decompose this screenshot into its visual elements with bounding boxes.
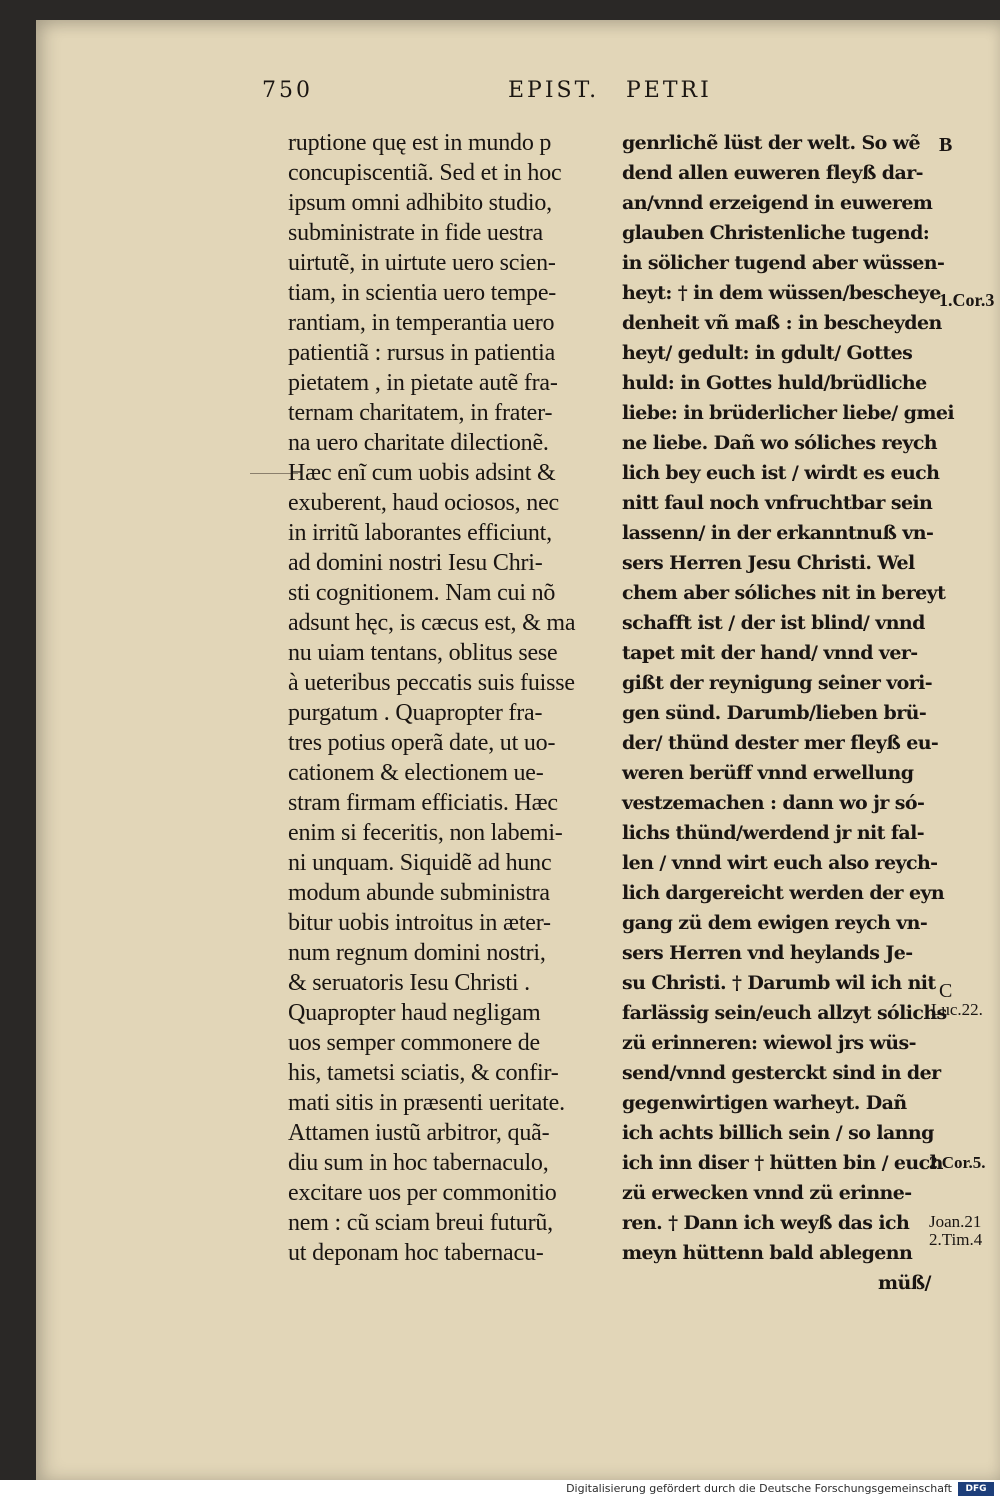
german-text-line: lassenn/ in der erkanntnuß vn-	[622, 522, 934, 544]
latin-text-line: patientiã : rursus in patientia	[288, 340, 556, 366]
running-title-right: PETRI	[626, 78, 712, 103]
running-title-left: EPIST.	[508, 78, 600, 103]
german-text-line: denheit vñ maß : in bescheyden	[622, 312, 942, 334]
latin-text-line: rantiam, in temperantia uero	[288, 310, 555, 336]
latin-text-line: ipsum omni adhibito studio,	[288, 190, 552, 216]
latin-text-line: Attamen iustũ arbitror, quã-	[288, 1120, 550, 1146]
german-text-line: ren. † Dann ich weyß das ich	[622, 1212, 910, 1234]
latin-text-line: uirtutẽ, in uirtute uero scien-	[288, 250, 556, 276]
latin-text-line: in irritũ laborantes efficiunt,	[288, 520, 552, 546]
latin-text-line: & seruatoris Iesu Christi .	[288, 970, 530, 996]
latin-text-line: ut deponam hoc tabernacu-	[288, 1240, 544, 1266]
german-text-line: liebe: in brüderlicher liebe/ gmei	[622, 402, 954, 424]
german-text-column	[622, 128, 962, 1298]
german-text-line: su Christi. † Darumb wil ich nit	[622, 972, 936, 994]
latin-text-line: tiam, in scientia uero tempe-	[288, 280, 557, 306]
german-text-line: gang zü dem ewigen reych vn-	[622, 912, 928, 934]
margin-ref-cor1: 1.Cor.3	[939, 290, 995, 310]
latin-text-line: sti cognitionem. Nam cui nõ	[288, 580, 556, 606]
latin-text-line: ternam charitatem, in frater-	[288, 400, 553, 426]
german-text-line: heyt/ gedult: in gdult/ Gottes	[622, 342, 913, 364]
latin-text-line: cationem & electionem ue-	[288, 760, 544, 786]
german-text-line: gegenwirtigen warheyt. Dañ	[622, 1092, 907, 1114]
latin-text-line: na uero charitate dilectionẽ.	[288, 430, 549, 456]
latin-text-line: purgatum . Quapropter fra-	[288, 700, 543, 726]
german-text-line: farlässig sein/euch allzyt sólichs	[622, 1002, 947, 1024]
dfg-logo: DFG	[958, 1482, 994, 1496]
german-text-line: len / vnnd wirt euch also reych-	[622, 852, 938, 874]
latin-text-line: uos semper commonere de	[288, 1030, 540, 1056]
page-number: 750	[262, 78, 313, 103]
german-text-line: sers Herren vnd heylands Je-	[622, 942, 913, 964]
german-text-line: ich inn diser † hütten bin / euch	[622, 1152, 943, 1174]
latin-text-line: à ueteribus peccatis suis fuisse	[288, 670, 575, 696]
german-text-line: heyt: † in dem wüssen/bescheye	[622, 282, 941, 304]
latin-text-line: ruptione quę est in mundo p	[288, 130, 552, 156]
german-text-line: gißt der reynigung seiner vori-	[622, 672, 933, 694]
latin-text-line: enim si feceritis, non labemi-	[288, 820, 563, 846]
margin-ref-cor2: 2.Cor.5.	[929, 1153, 986, 1172]
german-text-line: lich bey euch ist / wirdt es euch	[622, 462, 940, 484]
page-header	[36, 74, 1000, 114]
german-text-line: ne liebe. Dañ wo sóliches reych	[622, 432, 938, 454]
latin-text-column	[288, 128, 634, 1268]
german-text-line: meyn hüttenn bald ablegenn	[622, 1242, 913, 1264]
latin-text-line: subministrate in fide uestra	[288, 220, 544, 246]
german-text-line: send/vnnd gesterckt sind in der	[622, 1062, 941, 1084]
german-text-line: zü erinneren: wiewol jrs wüs-	[622, 1032, 916, 1054]
german-text-line: dend allen euweren fleyß dar-	[622, 162, 923, 184]
latin-text-line: diu sum in hoc tabernaculo,	[288, 1150, 549, 1176]
margin-ref-joan: Joan.21	[929, 1212, 982, 1231]
german-text-line: nitt faul noch vnfruchtbar sein	[622, 492, 933, 514]
latin-text-line: bitur uobis introitus in æter-	[288, 910, 551, 936]
german-text-line: an/vnnd erzeigend in euwerem	[622, 192, 933, 214]
german-text-line: müß/	[878, 1272, 931, 1294]
latin-text-line: ad domini nostri Iesu Chri-	[288, 550, 543, 576]
latin-text-line: concupiscentiã. Sed et in hoc	[288, 160, 562, 186]
german-text-line: weren berüff vnnd erwellung	[622, 762, 914, 784]
latin-text-line: num regnum domini nostri,	[288, 940, 546, 966]
margin-ref-luc: Luc.22.	[931, 1000, 983, 1019]
latin-text-line: Quapropter haud negligam	[288, 1000, 541, 1026]
latin-text-line: his, tametsi sciatis, & confir-	[288, 1060, 559, 1086]
latin-text-line: nem : cũ sciam breui futurũ,	[288, 1210, 553, 1236]
german-text-line: sers Herren Jesu Christi. Wel	[622, 552, 915, 574]
funding-notice: Digitalisierung gefördert durch die Deutsche Forschungsgemeinschaft	[566, 1482, 952, 1495]
latin-text-line: mati sitis in præsenti ueritate.	[288, 1090, 565, 1116]
german-text-line: glauben Christenliche tugend:	[622, 222, 930, 244]
margin-ref-tim: 2.Tim.4	[929, 1230, 983, 1249]
latin-text-line: exuberent, haud ociosos, nec	[288, 490, 559, 516]
german-text-line: tapet mit der hand/ vnnd ver-	[622, 642, 918, 664]
latin-text-line: adsunt hęc, is cæcus est, & ma	[288, 610, 576, 636]
footer-bar	[0, 1480, 1000, 1499]
german-text-line: in sölicher tugend aber wüssen-	[622, 252, 945, 274]
german-text-line: lichs thünd/werdend jr nit fal-	[622, 822, 925, 844]
margin-section-c: C	[939, 980, 953, 1002]
latin-text-line: modum abunde subministra	[288, 880, 550, 906]
latin-text-line: ni unquam. Siquidẽ ad hunc	[288, 850, 552, 876]
german-text-line: ich achts billich sein / so lanng	[622, 1122, 934, 1144]
german-text-line: der/ thünd dester mer fleyß eu-	[622, 732, 939, 754]
german-text-line: genrlichẽ lüst der welt. So wẽ	[622, 132, 920, 154]
margin-section-b: B	[939, 134, 953, 156]
german-text-line: vestzemachen : dann wo jr só-	[622, 792, 925, 814]
latin-text-line: nu uiam tentans, oblitus sese	[288, 640, 558, 666]
german-text-line: lich dargereicht werden der eyn	[622, 882, 945, 904]
german-text-line: schafft ist / der ist blind/ vnnd	[622, 612, 925, 634]
german-text-line: gen sünd. Darumb/lieben brü-	[622, 702, 927, 724]
latin-text-line: Hæc enĩ cum uobis adsint &	[288, 460, 556, 486]
latin-text-line: stram firmam efficiatis. Hæc	[288, 790, 558, 816]
german-text-line: chem aber sóliches nit in bereyt	[622, 582, 946, 604]
latin-text-line: pietatem , in pietate autẽ fra-	[288, 370, 558, 396]
german-text-line: zü erwecken vnnd zü erinne-	[622, 1182, 912, 1204]
german-text-line: huld: in Gottes huld/brüdliche	[622, 372, 927, 394]
latin-text-line: tres potius operã date, ut uo-	[288, 730, 556, 756]
latin-text-line: excitare uos per commonitio	[288, 1180, 557, 1206]
scanned-page	[36, 20, 1000, 1480]
